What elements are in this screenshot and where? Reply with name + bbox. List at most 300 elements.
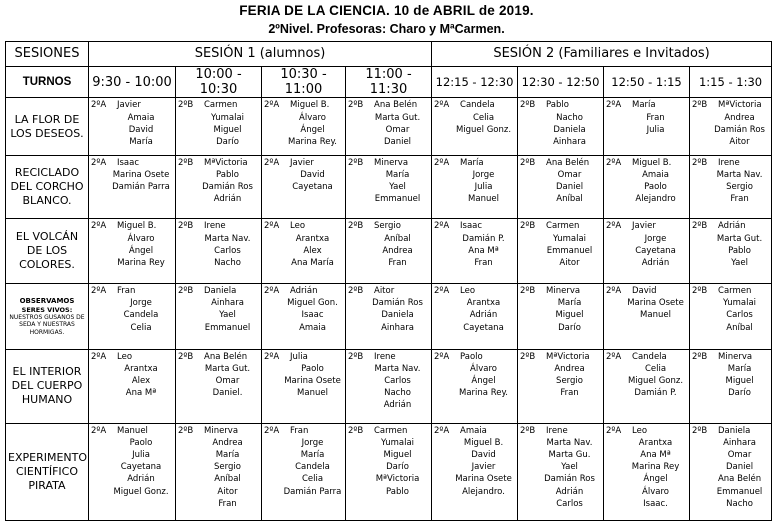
group-cell [176, 284, 262, 350]
group-cell [346, 349, 432, 423]
student-name: Darío [558, 322, 581, 333]
activity-name: EXPERIMENTO CIENTÍFICO PIRATA [6, 423, 89, 521]
group-label: 2ºA [434, 221, 450, 232]
student-name: Álvaro [470, 363, 497, 374]
student-name: Emmanuel [204, 322, 251, 333]
group-cell [690, 98, 772, 155]
student-name: Aníbal [214, 474, 241, 485]
student-name: Aitor [729, 137, 750, 147]
student-name: Yumalai [553, 233, 587, 244]
student-name: Paolo [301, 363, 324, 374]
group-cell [690, 155, 772, 219]
student-name: Fran [218, 498, 237, 509]
student-name: Carlos [556, 498, 583, 509]
student-name: Damián Ros [202, 182, 253, 193]
student-name: Jorge [301, 437, 324, 448]
group-label: 2ºB [178, 425, 194, 436]
group-cell [262, 349, 346, 423]
group-cell [518, 98, 604, 155]
student-name: Ana Belén [717, 474, 762, 485]
student-name: Celia [472, 112, 495, 123]
student-name: Isaac. [643, 498, 668, 509]
group-cell [346, 219, 432, 284]
sesiones-header: SESIONES [6, 42, 89, 67]
group-cell [262, 284, 346, 350]
student-name: Yael [219, 310, 236, 321]
student-name: Nacho [384, 388, 411, 399]
student-name: Miguel Gonz. [455, 124, 512, 135]
group-label: 2ºB [348, 157, 364, 168]
student-name: Ainhara [381, 322, 414, 333]
student-name: Marta Nav. [374, 363, 421, 374]
group-cell [432, 284, 518, 350]
group-label: 2ºB [178, 157, 194, 168]
group-cell [176, 423, 262, 521]
group-cell [518, 284, 604, 350]
group-cell [690, 284, 772, 350]
student-name: Ángel [643, 474, 668, 485]
student-name: Arantxa [295, 233, 330, 244]
group-label: 2ºA [91, 351, 107, 362]
student-name: Jorge [644, 233, 667, 244]
student-name: Leo [290, 221, 306, 232]
group-cell [432, 349, 518, 423]
student-name: Pablo [386, 486, 409, 497]
student-name: Fran [646, 112, 665, 123]
student-name: Paolo [460, 351, 483, 362]
group-cell [176, 155, 262, 219]
group-cell [176, 349, 262, 423]
student-name: Aitor [217, 486, 238, 497]
group-cell [518, 219, 604, 284]
student-name: Leo [117, 351, 133, 362]
group-cell [346, 284, 432, 350]
student-name: Amaia [460, 425, 487, 436]
student-name: Omar [385, 124, 410, 135]
student-name: Adrián [469, 310, 498, 321]
group-cell [262, 98, 346, 155]
student-name: María [460, 157, 484, 168]
group-label: 2ºB [520, 351, 536, 362]
student-name: Candela [295, 462, 330, 473]
group-label: 2ºB [178, 286, 194, 297]
session-1-header: SESIÓN 1 (alumnos) [89, 42, 432, 67]
student-name: Aníbal [384, 233, 411, 244]
student-name: Isaac [117, 157, 140, 168]
student-name: Sergio [556, 376, 583, 387]
group-cell [604, 98, 690, 155]
student-name: Darío [728, 388, 751, 399]
group-cell [604, 155, 690, 219]
group-cell [432, 423, 518, 521]
student-name: Marta Nav. [204, 233, 251, 244]
student-name: María [727, 363, 752, 374]
student-name: Daniela [553, 124, 586, 135]
group-label: 2ºA [264, 221, 280, 232]
group-cell [604, 219, 690, 284]
student-name: Marta Gut. [374, 112, 421, 123]
student-name: Adrián [383, 400, 412, 411]
student-name: Carlos [726, 310, 753, 321]
student-name: Jorge [130, 298, 152, 309]
group-cell [89, 284, 176, 350]
student-name: Javier [117, 100, 141, 111]
session-2-header: SESIÓN 2 (Familiares e Invitados) [432, 42, 772, 67]
student-name: Aitor [559, 258, 580, 269]
student-name: MªVictoria [718, 100, 762, 111]
student-name: Daniela [381, 310, 414, 321]
student-name: Celia [644, 363, 667, 374]
student-name: Omar [727, 449, 752, 460]
student-name: Sergio [374, 221, 401, 232]
group-cell [432, 155, 518, 219]
group-cell [262, 423, 346, 521]
student-name: Fran [560, 388, 579, 399]
student-name: Adrián [641, 258, 670, 269]
student-name: Ainhara [723, 437, 756, 448]
student-name: Damián Ros [372, 298, 423, 309]
student-name: Cayetana [292, 182, 333, 193]
group-cell [346, 423, 432, 521]
student-name: Minerva [546, 286, 581, 297]
student-name: Andrea [724, 112, 755, 123]
student-name: Miguel Gon. [287, 298, 338, 309]
student-name: Fran [474, 258, 493, 269]
group-label: 2ºA [91, 157, 107, 168]
student-name: Marta Nav. [546, 437, 593, 448]
schedule-table [5, 41, 772, 521]
student-name: Leo [460, 286, 476, 297]
group-cell [89, 423, 176, 521]
student-name: Daniel. [212, 388, 243, 399]
student-name: Marta Gu. [548, 449, 591, 460]
group-cell [604, 349, 690, 423]
student-name: Omar [557, 170, 582, 181]
student-name: Carmen [546, 221, 580, 232]
student-name: Nacho [214, 258, 241, 269]
student-name: Fran [388, 258, 407, 269]
student-name: Marta Gut. [716, 233, 763, 244]
group-label: 2ºB [178, 351, 194, 362]
group-cell [432, 219, 518, 284]
student-name: MªVictoria [204, 157, 248, 168]
student-name: David [300, 170, 325, 181]
group-label: 2ºA [606, 425, 622, 436]
student-name: Alejandro [635, 194, 676, 205]
student-name: María [215, 449, 240, 460]
student-name: Damián Ros [714, 124, 765, 135]
student-name: Fran [730, 194, 749, 205]
activity-row [6, 98, 772, 155]
student-name: Leo [632, 425, 648, 436]
student-name: Marina Rey. [459, 388, 508, 399]
activity-row [6, 219, 772, 284]
student-name: Manuel [297, 388, 328, 399]
student-name: Carlos [214, 245, 241, 256]
student-name: María [300, 449, 325, 460]
student-name: Isaac [301, 310, 324, 321]
activity-name: EL VOLCÁN DE LOS COLORES. [6, 219, 89, 284]
group-label: 2ºA [606, 286, 622, 297]
student-name: Miguel B. [290, 100, 330, 111]
student-name: Irene [204, 221, 226, 232]
student-name: Nacho [726, 498, 753, 509]
student-name: Cayetana [635, 245, 676, 256]
student-name: Ana Mª [125, 388, 157, 399]
student-name: Manuel [468, 194, 499, 205]
student-name: Ana Belén [546, 157, 590, 168]
group-cell [262, 219, 346, 284]
group-label: 2ºA [91, 221, 107, 232]
student-name: David [128, 124, 154, 135]
student-name: Damián Parra [283, 486, 342, 497]
student-name: Emmanuel [546, 245, 593, 256]
student-name: Ana Belén [204, 351, 248, 362]
student-name: Irene [718, 157, 740, 168]
group-cell [518, 423, 604, 521]
student-name: Darío [386, 462, 409, 473]
student-name: Amaia [642, 170, 669, 181]
student-name: Miguel Gonz. [113, 486, 169, 497]
activity-row [6, 423, 772, 521]
student-name: Adrián [718, 221, 746, 232]
time-slot-3: 10:30 - 11:00 [262, 66, 346, 98]
activity-row [6, 349, 772, 423]
student-name: Miguel [213, 124, 242, 135]
student-name: Javier [290, 157, 314, 168]
student-name: Minerva [718, 351, 753, 362]
student-name: Álvaro [642, 486, 669, 497]
activity-row [6, 284, 772, 350]
group-cell [346, 155, 432, 219]
student-name: Julia [132, 449, 150, 460]
student-name: Arantxa [466, 298, 501, 309]
document-title: FERIA DE LA CIENCIA. 10 de ABRIL de 2019. [239, 3, 534, 18]
time-slot-1: 9:30 - 10:00 [89, 66, 176, 98]
student-name: María [632, 100, 656, 111]
group-label: 2ºA [434, 286, 450, 297]
student-name: Amaia [299, 322, 326, 333]
student-name: Manuel [117, 425, 148, 436]
time-slot-2: 10:00 - 10:30 [176, 66, 262, 98]
student-name: Marta Gut. [204, 363, 251, 374]
group-cell [518, 155, 604, 219]
student-name: Damián Parra [112, 182, 170, 193]
group-label: 2ºB [348, 286, 364, 297]
group-label: 2ºB [348, 221, 364, 232]
time-slot-4: 11:00 - 11:30 [346, 66, 432, 98]
student-name: Yumalai [210, 112, 245, 123]
student-name: Emmanuel [374, 194, 421, 205]
student-name: Jorge [472, 170, 495, 181]
group-cell [604, 284, 690, 350]
student-name: Daniel [383, 137, 412, 147]
group-cell [518, 349, 604, 423]
student-name: Isaac [460, 221, 483, 232]
student-name: Yumalai [723, 298, 757, 309]
student-name: Ainhara [553, 137, 586, 147]
student-name: Fran [290, 425, 309, 436]
student-name: Alex [303, 245, 322, 256]
student-name: Daniel [555, 182, 584, 193]
group-label: 2ºA [264, 100, 280, 111]
group-cell [89, 349, 176, 423]
group-label: 2ºA [264, 286, 280, 297]
student-name: Daniela [718, 425, 751, 436]
time-slot-7: 12:50 - 1:15 [604, 66, 690, 98]
group-label: 2ºA [606, 100, 622, 111]
student-name: Adrián [290, 286, 318, 297]
student-name: Marina Osete [284, 376, 341, 387]
student-name: Álvaro [299, 112, 326, 123]
student-name: Javier [471, 462, 496, 473]
student-name: Nacho [556, 112, 583, 123]
group-label: 2ºA [264, 157, 280, 168]
student-name: Ana María [291, 258, 334, 269]
student-name: Pablo [728, 245, 751, 256]
student-name: Cayetana [120, 462, 162, 473]
time-slot-6: 12:30 - 12:50 [518, 66, 604, 98]
student-name: Miguel B. [632, 157, 672, 168]
student-name: Damián P. [462, 233, 505, 244]
activity-name: RECICLADO DEL CORCHO BLANCO. [6, 155, 89, 219]
student-name: Sergio [726, 182, 753, 193]
group-label: 2ºB [520, 286, 536, 297]
student-name: Marta Nav. [716, 170, 763, 181]
student-name: Marina Rey. [288, 137, 337, 147]
activity-name: OBSERVAMOS SERES VIVOS: NUESTROS GUSANOS DE SEDA Y NUESTRAS HORMIGAS. [6, 284, 89, 350]
student-name: Miguel [725, 376, 754, 387]
student-name: Carmen [374, 425, 408, 436]
group-label: 2ºB [692, 286, 708, 297]
student-name: María [385, 170, 410, 181]
student-name: Miguel [383, 449, 412, 460]
session-header-row [6, 42, 772, 67]
student-name: Yael [731, 258, 748, 269]
group-label: 2ºA [606, 351, 622, 362]
group-cell [176, 219, 262, 284]
student-name: Julia [646, 124, 665, 135]
group-label: 2ºB [692, 351, 708, 362]
student-name: Alejandro. [462, 486, 505, 497]
activity-row [6, 155, 772, 219]
group-cell [690, 219, 772, 284]
student-name: Emmanuel [716, 486, 763, 497]
time-slot-5: 12:15 - 12:30 [432, 66, 518, 98]
student-name: Adrián [555, 486, 584, 497]
student-name: Marina Osete [627, 298, 684, 309]
student-name: Sergio [214, 462, 241, 473]
group-label: 2ºB [348, 100, 364, 111]
group-label: 2ºB [348, 425, 364, 436]
group-cell [432, 98, 518, 155]
student-name: Yael [389, 182, 406, 193]
student-name: Adrián [127, 474, 155, 485]
student-name: Aitor [374, 286, 395, 297]
student-name: Andrea [382, 245, 413, 256]
group-label: 2ºB [692, 425, 708, 436]
student-name: Candela [123, 310, 159, 321]
group-cell [262, 155, 346, 219]
group-cell [89, 219, 176, 284]
group-label: 2ºA [264, 425, 280, 436]
student-name: Paolo [129, 437, 153, 448]
group-label: 2ºA [434, 351, 450, 362]
group-label: 2ºB [520, 425, 536, 436]
group-label: 2ºA [91, 286, 107, 297]
student-name: Marina Osete [112, 170, 170, 181]
student-name: Miguel B. [463, 437, 504, 448]
student-name: Ana Mª [640, 449, 671, 460]
group-label: 2ºB [178, 221, 194, 232]
student-name: Álvaro [127, 233, 155, 244]
student-name: María [557, 298, 582, 309]
group-cell [176, 98, 262, 155]
student-name: Marina Osete [455, 474, 512, 485]
group-label: 2ºB [348, 351, 364, 362]
student-name: Fran [117, 286, 136, 297]
student-name: Ángel [471, 376, 496, 387]
student-name: Miguel Gonz. [627, 376, 684, 387]
student-name: Candela [632, 351, 667, 362]
group-label: 2ºB [692, 157, 708, 168]
student-name: Pablo [546, 100, 569, 111]
group-cell [604, 423, 690, 521]
group-label: 2ºA [91, 425, 107, 436]
student-name: Candela [460, 100, 495, 111]
student-name: Miguel [555, 310, 584, 321]
student-name: Damián P. [634, 388, 677, 399]
student-name: Minerva [204, 425, 239, 436]
student-name: Darío [216, 137, 239, 147]
group-label: 2ºA [264, 351, 280, 362]
student-name: Julia [474, 182, 493, 193]
group-label: 2ºA [434, 157, 450, 168]
student-name: Adrián [213, 194, 242, 205]
group-cell [89, 98, 176, 155]
student-name: Arantxa [638, 437, 673, 448]
student-name: Cayetana [463, 322, 504, 333]
student-name: Celia [301, 474, 324, 485]
student-name: Marina Rey [117, 258, 165, 269]
group-label: 2ºA [434, 100, 450, 111]
group-cell [346, 98, 432, 155]
student-name: Paolo [644, 182, 667, 193]
student-name: Manuel [640, 310, 671, 321]
student-name: Amaia [127, 112, 155, 123]
group-cell [89, 155, 176, 219]
activity-name: LA FLOR DE LOS DESEOS. [6, 98, 89, 155]
student-name: Celia [130, 322, 152, 333]
group-label: 2ºA [606, 157, 622, 168]
student-name: Ángel [300, 124, 325, 135]
document-subtitle: 2ºNivel. Profesoras: Charo y MªCarmen. [268, 22, 505, 36]
student-name: Miguel B. [117, 221, 157, 232]
student-name: Javier [632, 221, 656, 232]
student-name: David [471, 449, 496, 460]
student-name: Andrea [212, 437, 243, 448]
group-label: 2ºB [520, 100, 536, 111]
group-label: 2ºB [178, 100, 194, 111]
group-label: 2ºB [520, 157, 536, 168]
student-name: Carmen [718, 286, 752, 297]
student-name: Irene [546, 425, 568, 436]
student-name: Minerva [374, 157, 409, 168]
student-name: Ana Mª [468, 245, 499, 256]
student-name: Yumalai [380, 437, 415, 448]
activity-name: EL INTERIOR DEL CUERPO HUMANO [6, 349, 89, 423]
student-name: Irene [374, 351, 396, 362]
